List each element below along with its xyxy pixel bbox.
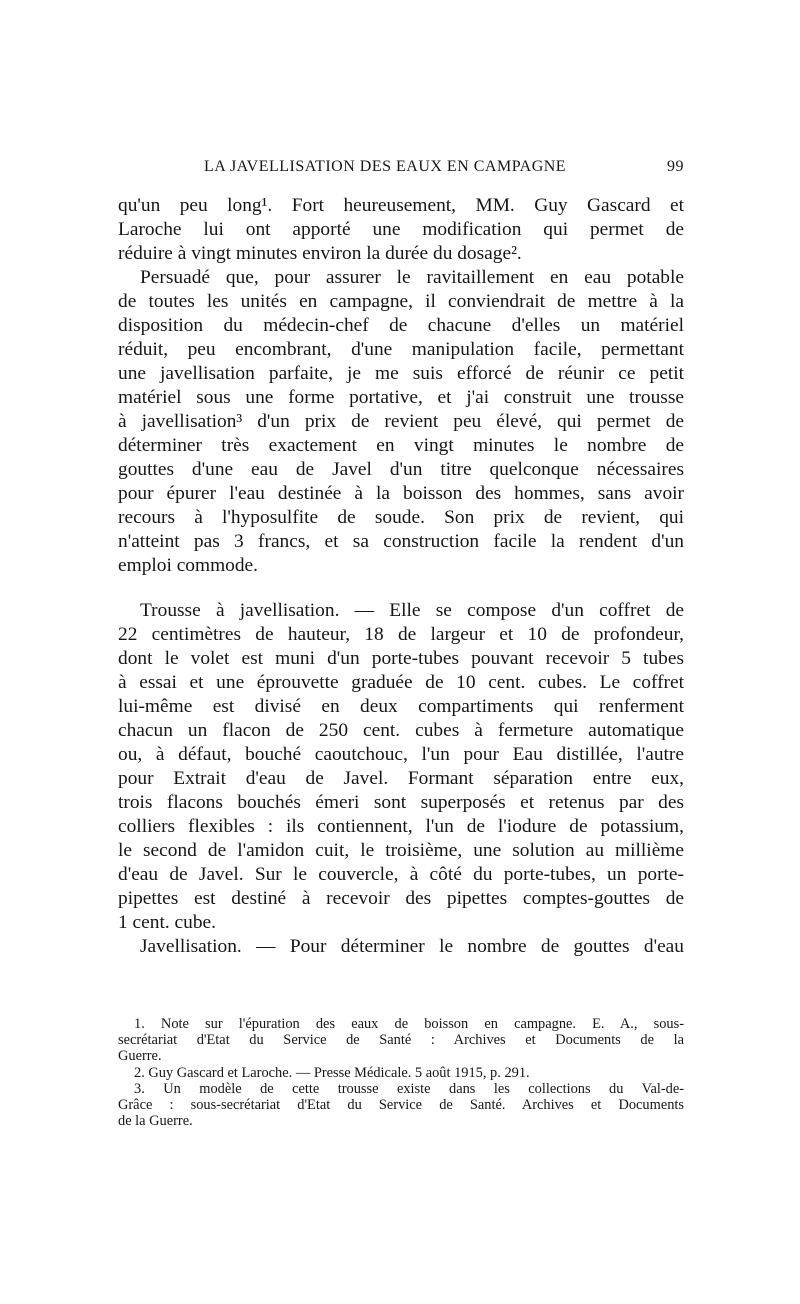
- footnote-line: 2. Guy Gascard et Laroche. — Presse Médicale. 5 août 1915, p. 291.: [134, 1064, 530, 1081]
- body-line: réduire à vingt minutes environ la durée du dosage².: [118, 243, 522, 264]
- footnote-line: de la Guerre.: [118, 1113, 193, 1130]
- body-line: chacun un flacon de 250 cent. cubes à fermeture automatique: [118, 720, 684, 741]
- body-line: d'eau de Javel. Sur le couvercle, à côté du porte-tubes, un porte-: [118, 864, 684, 885]
- footnote-line: Guerre.: [118, 1048, 162, 1065]
- body-line: colliers flexibles : ils contiennent, l'un de l'iodure de potassium,: [118, 816, 684, 837]
- body-line: dont le volet est muni d'un porte-tubes pouvant recevoir 5 tubes: [118, 648, 684, 669]
- body-line: de toutes les unités en campagne, il conviendrait de mettre à la: [118, 291, 684, 312]
- body-line: n'atteint pas 3 francs, et sa construction facile la rendent d'un: [118, 531, 684, 552]
- body-line: emploi commode.: [118, 555, 259, 576]
- body-line: disposition du médecin-chef de chacune d'elles un matériel: [118, 315, 684, 336]
- footnote-line: 3. Un modèle de cette trousse existe dans les collections du Val-de-: [134, 1080, 684, 1097]
- body-line: Persuadé que, pour assurer le ravitaillement en eau potable: [140, 267, 684, 288]
- body-line: trois flacons bouchés émeri sont superposés et retenus par des: [118, 792, 684, 813]
- body-line: matériel sous une forme portative, et j'ai construit une trousse: [118, 387, 684, 408]
- footnote-line: secrétariat d'Etat du Service de Santé : Archives et Documents de la: [118, 1032, 684, 1049]
- body-line: 22 centimètres de hauteur, 18 de largeur et 10 de profondeur,: [118, 624, 684, 645]
- running-title: LA JAVELLISATION DES EAUX EN CAMPAGNE: [204, 158, 567, 175]
- body-line: réduit, peu encombrant, d'une manipulation facile, permettant: [118, 339, 684, 360]
- footnotes: [118, 1016, 684, 1129]
- body-line: ou, à défaut, bouché caoutchouc, l'un pour Eau distillée, l'autre: [118, 744, 684, 765]
- body-line: pour Extrait d'eau de Javel. Formant séparation entre eux,: [118, 768, 684, 789]
- body-line: recours à l'hyposulfite de soude. Son prix de revient, qui: [118, 507, 684, 528]
- body-line: Laroche lui ont apporté une modification qui permet de: [118, 219, 684, 240]
- body-text: [118, 194, 684, 959]
- running-header: [118, 158, 684, 182]
- body-line: une javellisation parfaite, je me suis efforcé de réunir ce petit: [118, 363, 684, 384]
- body-line: 1 cent. cube.: [118, 912, 216, 933]
- footnote-line: Grâce : sous-secrétariat d'Etat du Service de Santé. Archives et Documents: [118, 1096, 684, 1113]
- body-line: lui-même est divisé en deux compartiments qui renferment: [118, 696, 684, 717]
- body-line: gouttes d'une eau de Javel d'un titre quelconque nécessaires: [118, 459, 684, 480]
- body-line: Trousse à javellisation. — Elle se compose d'un coffret de: [140, 600, 684, 621]
- body-line: Javellisation. — Pour déterminer le nombre de gouttes d'eau: [140, 936, 684, 957]
- footnote-line: 1. Note sur l'épuration des eaux de boisson en campagne. E. A., sous-: [134, 1016, 684, 1032]
- body-line: à javellisation³ d'un prix de revient peu élevé, qui permet de: [118, 411, 684, 432]
- paragraph-gap: [118, 578, 684, 599]
- page-number: 99: [667, 158, 684, 175]
- body-line: déterminer très exactement en vingt minutes le nombre de: [118, 435, 684, 456]
- body-line: le second de l'amidon cuit, le troisième, une solution au millième: [118, 840, 684, 861]
- body-line: qu'un peu long¹. Fort heureusement, MM. Guy Gascard et: [118, 195, 684, 216]
- body-line: pipettes est destiné à recevoir des pipettes comptes-gouttes de: [118, 888, 684, 909]
- body-line: pour épurer l'eau destinée à la boisson des hommes, sans avoir: [118, 483, 684, 504]
- body-line: à essai et une éprouvette graduée de 10 cent. cubes. Le coffret: [118, 672, 684, 693]
